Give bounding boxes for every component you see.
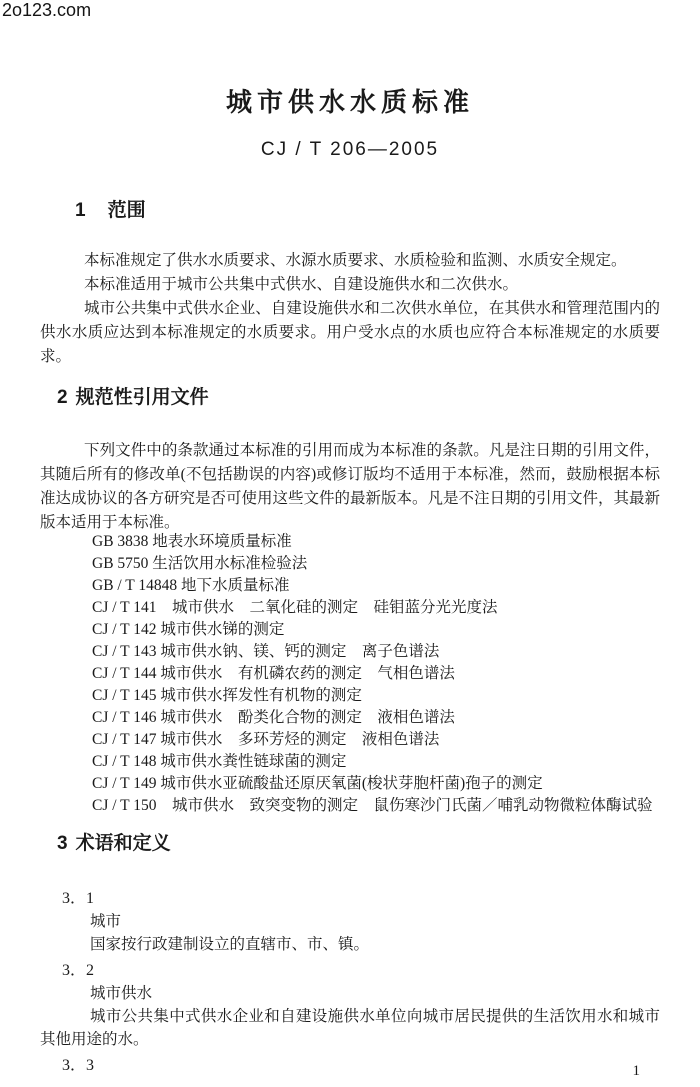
- definition-list: [40, 887, 660, 1077]
- definition-number: 3．3: [62, 1057, 95, 1074]
- definition-term: 城市: [90, 913, 122, 930]
- document-body: [40, 199, 660, 1077]
- definition-term: 城市供水: [90, 985, 153, 1002]
- reference-item: CJ / T 144 城市供水 有机磷农药的测定 气相色谱法: [92, 665, 455, 682]
- reference-item: CJ / T 146 城市供水 酚类化合物的测定 液相色谱法: [92, 709, 455, 726]
- definition-item: [40, 1054, 660, 1077]
- section-1-paragraphs: [40, 249, 660, 369]
- section-3-number: 3: [57, 833, 68, 854]
- paragraph: 城市公共集中式供水企业、自建设施供水和二次供水单位，在其供水和管理范围内的供水水质应达到本标准规定的水质要求。用户受水点的水质也应符合本标准规定的水质要求。: [40, 300, 660, 365]
- document-title: 城市供水水质标准: [225, 87, 474, 117]
- section-2-title: 规范性引用文件: [75, 387, 209, 408]
- page-number: 1: [632, 1063, 640, 1079]
- section-2-heading: [57, 386, 660, 409]
- definition-text: 城市公共集中式供水企业和自建设施供水单位向城市居民提供的生活饮用水和城市其他用途的水。: [40, 1008, 660, 1048]
- definition-text: 国家按行政建制设立的直辖市、市、镇。: [90, 936, 370, 953]
- reference-item: CJ / T 145 城市供水挥发性有机物的测定: [92, 687, 362, 704]
- reference-item: CJ / T 147 城市供水 多环芳烃的测定 液相色谱法: [92, 731, 440, 748]
- definition-item: [40, 887, 660, 956]
- section-1-number: 1: [75, 200, 86, 221]
- reference-item: GB 5750 生活饮用水标准检验法: [92, 555, 308, 572]
- section-2-paragraphs: [40, 439, 660, 535]
- definition-item: [40, 959, 660, 1051]
- reference-item: GB / T 14848 地下水质量标准: [92, 577, 290, 594]
- reference-item: CJ / T 141 城市供水 二氧化硅的测定 硅钼蓝分光光度法: [92, 599, 498, 616]
- section-1-heading: [75, 199, 660, 222]
- standard-code: CJ / T 206—2005: [260, 139, 440, 160]
- reference-item: CJ / T 148 城市供水粪性链球菌的测定: [92, 753, 347, 770]
- section-3-heading: [57, 832, 660, 855]
- reference-item: CJ / T 143 城市供水钠、镁、钙的测定 离子色谱法: [92, 643, 440, 660]
- reference-item: GB 3838 地表水环境质量标准: [92, 533, 292, 550]
- section-3-title: 术语和定义: [75, 833, 171, 854]
- reference-list: [92, 531, 660, 817]
- paragraph: 下列文件中的条款通过本标准的引用而成为本标准的条款。凡是注日期的引用文件，其随后所有的修改单(不包括勘误的内容)或修订版均不适用于本标准，然而，鼓励根据本标准达成协议的各方研究是否可使用这些文件的最新版本。凡是不注日期的引用文件，其最新版本适用于本标准。: [40, 442, 661, 531]
- watermark-text: 2o123.com: [2, 0, 92, 20]
- section-1-title: 范围: [107, 200, 146, 221]
- definition-number: 3．2: [62, 962, 95, 979]
- reference-item: CJ / T 142 城市供水锑的测定: [92, 621, 285, 638]
- paragraph: 本标准规定了供水水质要求、水源水质要求、水质检验和监测、水质安全规定。: [84, 252, 627, 269]
- section-2-number: 2: [57, 387, 68, 408]
- reference-item: CJ / T 150 城市供水 致突变物的测定 鼠伤寒沙门氏菌／哺乳动物微粒体酶试验: [92, 797, 653, 814]
- paragraph: 本标准适用于城市公共集中式供水、自建设施供水和二次供水。: [84, 276, 519, 293]
- definition-number: 3．1: [62, 890, 95, 907]
- reference-item: CJ / T 149 城市供水亚硫酸盐还原厌氧菌(梭状芽胞杆菌)孢子的测定: [92, 775, 543, 792]
